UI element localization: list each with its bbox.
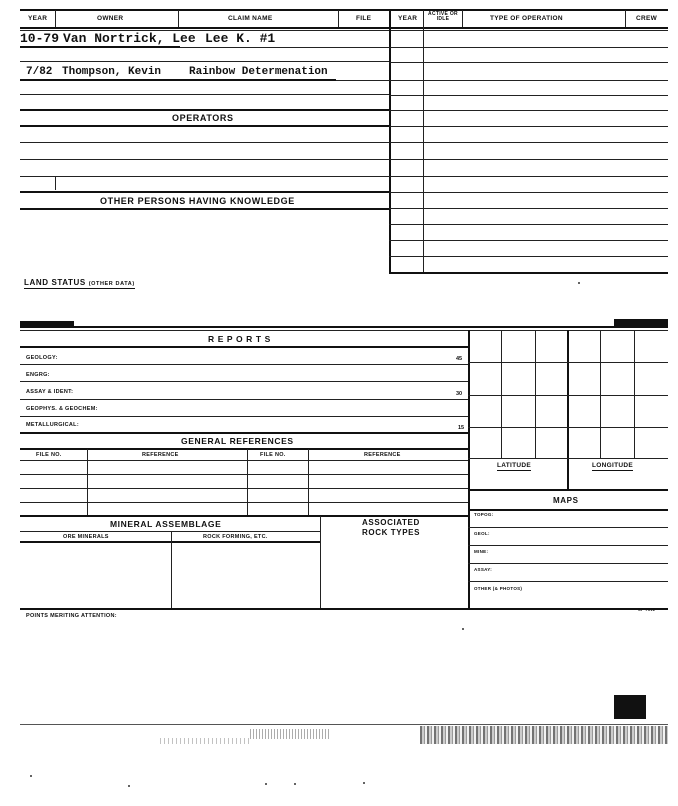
header-active-or-idle: ACTIVE OR IDLE	[428, 11, 458, 22]
associated-rock-types-line2: ROCK TYPES	[362, 528, 421, 537]
land-status-heading	[24, 278, 135, 289]
header-year-2: YEAR	[398, 15, 418, 22]
owner-entry-year: 7/82	[26, 66, 53, 78]
report-num-assay: 30	[456, 391, 463, 397]
form-code: SP 7512	[638, 607, 656, 612]
ref-header-reference-2: REFERENCE	[364, 452, 401, 458]
header-crew: CREW	[636, 15, 658, 22]
report-label-assay: ASSAY & IDENT:	[26, 389, 74, 395]
header-type-of-operation: TYPE OF OPERATION	[490, 15, 563, 22]
points-meriting-attention: POINTS MERITING ATTENTION:	[26, 613, 117, 619]
header-file: FILE	[356, 15, 372, 22]
report-num-metallurgical: 15	[458, 425, 465, 431]
header-year: YEAR	[28, 15, 48, 22]
ref-header-reference: REFERENCE	[142, 452, 179, 458]
maps-item-mine: MINE:	[474, 549, 489, 554]
associated-rock-types-line1: ASSOCIATED	[362, 518, 420, 527]
other-persons-heading: OTHER PERSONS HAVING KNOWLEDGE	[100, 196, 295, 206]
reports-title: R E P O R T S	[208, 334, 271, 344]
report-num-geology: 45	[456, 356, 463, 362]
land-status-label: LAND STATUS	[24, 278, 86, 287]
ore-minerals-header: ORE MINERALS	[63, 534, 109, 540]
ref-header-file-no-2: FILE NO.	[260, 452, 286, 458]
latitude-label: LATITUDE	[497, 462, 532, 469]
mineral-assemblage-title: MINERAL ASSEMBLAGE	[110, 519, 222, 529]
owner-entry-owner: Van Nortrick, Lee	[63, 31, 196, 46]
report-label-engrg: ENGRG:	[26, 372, 50, 378]
owner-entry-owner: Thompson, Kevin	[62, 66, 162, 78]
maps-item-assay: ASSAY:	[474, 567, 493, 572]
maps-item-geol: GEOL:	[474, 531, 490, 536]
report-label-geophys: GEOPHYS. & GEOCHEM:	[26, 406, 98, 412]
report-label-geology: GEOLOGY:	[26, 355, 58, 361]
ref-header-file-no: FILE NO.	[36, 452, 62, 458]
rock-forming-header: ROCK FORMING, ETC.	[203, 534, 268, 540]
header-claim-name: CLAIM NAME	[228, 15, 273, 22]
maps-item-topog: TOPOG:	[474, 512, 494, 517]
land-status-sub: (OTHER DATA)	[88, 281, 135, 287]
general-references-title: GENERAL REFERENCES	[181, 436, 294, 446]
maps-title: MAPS	[553, 496, 579, 505]
report-label-metallurgical: METALLURGICAL:	[26, 422, 79, 428]
owner-entry-claim: Rainbow Determenation	[189, 66, 328, 78]
owner-entry-year: 10-79	[20, 31, 60, 46]
header-owner: OWNER	[97, 15, 124, 22]
maps-item-other: OTHER (& PHOTOS)	[474, 586, 523, 591]
operators-heading: OPERATORS	[172, 113, 234, 123]
longitude-label: LONGITUDE	[592, 462, 633, 469]
owner-entry-claim: Lee K. #1	[205, 31, 276, 46]
